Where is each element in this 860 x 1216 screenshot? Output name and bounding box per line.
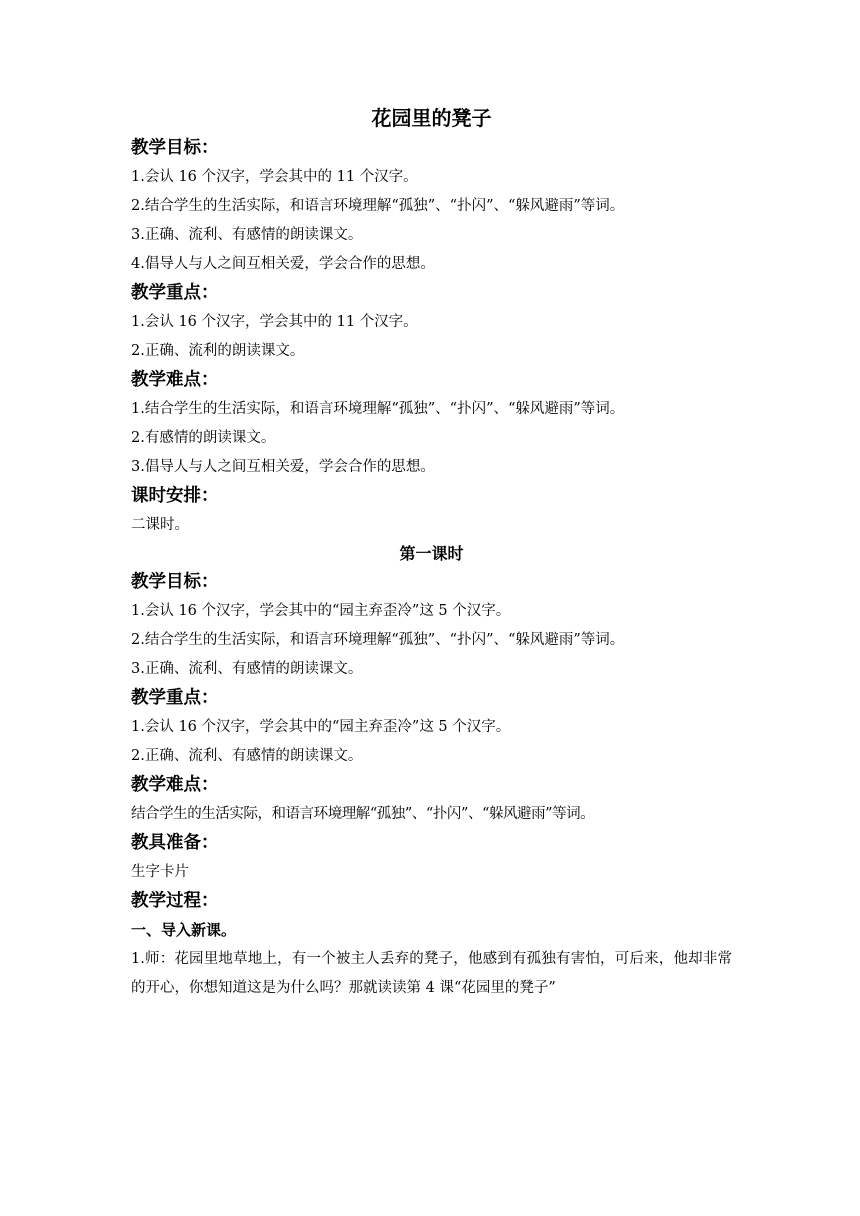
lesson-key-point-item: 1.会认 16 个汉字，学会其中的“园主弃歪冷”这 5 个汉字。	[131, 719, 511, 735]
objective-item: 3.正确、流利、有感情的朗读课文。	[131, 227, 363, 243]
materials-text: 生字卡片	[131, 864, 189, 880]
lesson-objective-item: 2.结合学生的生活实际，和语言环境理解“孤独”、“扑闪”、“躲风避雨”等词。	[131, 632, 625, 648]
lesson-difficulties-heading: 教学难点：	[131, 775, 219, 795]
lesson-one-title: 第一课时	[399, 544, 464, 563]
objective-item: 1.会认 16 个汉字，学会其中的 11 个汉字。	[131, 169, 418, 185]
difficulty-item: 1.结合学生的生活实际，和语言环境理解“孤独”、“扑闪”、“躲风避雨”等词。	[131, 401, 625, 417]
objective-item: 2.结合学生的生活实际，和语言环境理解“孤独”、“扑闪”、“躲风避雨”等词。	[131, 198, 625, 214]
lesson-objective-item: 1.会认 16 个汉字，学会其中的“园主弃歪冷”这 5 个汉字。	[131, 603, 511, 619]
schedule-heading: 课时安排：	[131, 486, 219, 506]
lesson-key-point-item: 2.正确、流利、有感情的朗读课文。	[131, 748, 363, 764]
lesson-objectives-heading: 教学目标：	[131, 572, 219, 592]
difficulty-item: 2.有感情的朗读课文。	[131, 430, 276, 446]
lesson-key-points-heading: 教学重点：	[131, 688, 219, 708]
difficulties-heading: 教学难点：	[131, 370, 219, 390]
document-title: 花园里的凳子	[371, 106, 492, 130]
schedule-text: 二课时。	[131, 517, 189, 533]
difficulty-item: 3.倡导人与人之间互相关爱，学会合作的思想。	[131, 459, 435, 475]
process-heading: 教学过程：	[131, 891, 219, 911]
objectives-heading: 教学目标：	[131, 138, 219, 158]
key-point-item: 1.会认 16 个汉字，学会其中的 11 个汉字。	[131, 314, 418, 330]
lesson-objective-item: 3.正确、流利、有感情的朗读课文。	[131, 661, 363, 677]
key-points-heading: 教学重点：	[131, 283, 219, 303]
materials-heading: 教具准备：	[131, 833, 219, 853]
lesson-difficulty-text: 结合学生的生活实际，和语言环境理解“孤独”、“扑闪”、“躲风避雨”等词。	[131, 806, 595, 822]
intro-text: 1.师：花园里地草地上，有一个被主人丢弃的凳子，他感到有孤独有害怕，可后来，他却非常的开心，你想知道这是为什么吗？那就读读第 4 课“花园里的凳子”	[131, 951, 732, 996]
intro-heading: 一、导入新课。	[131, 921, 237, 939]
key-point-item: 2.正确、流利的朗读课文。	[131, 343, 305, 359]
objective-item: 4.倡导人与人之间互相关爱，学会合作的思想。	[131, 256, 435, 272]
